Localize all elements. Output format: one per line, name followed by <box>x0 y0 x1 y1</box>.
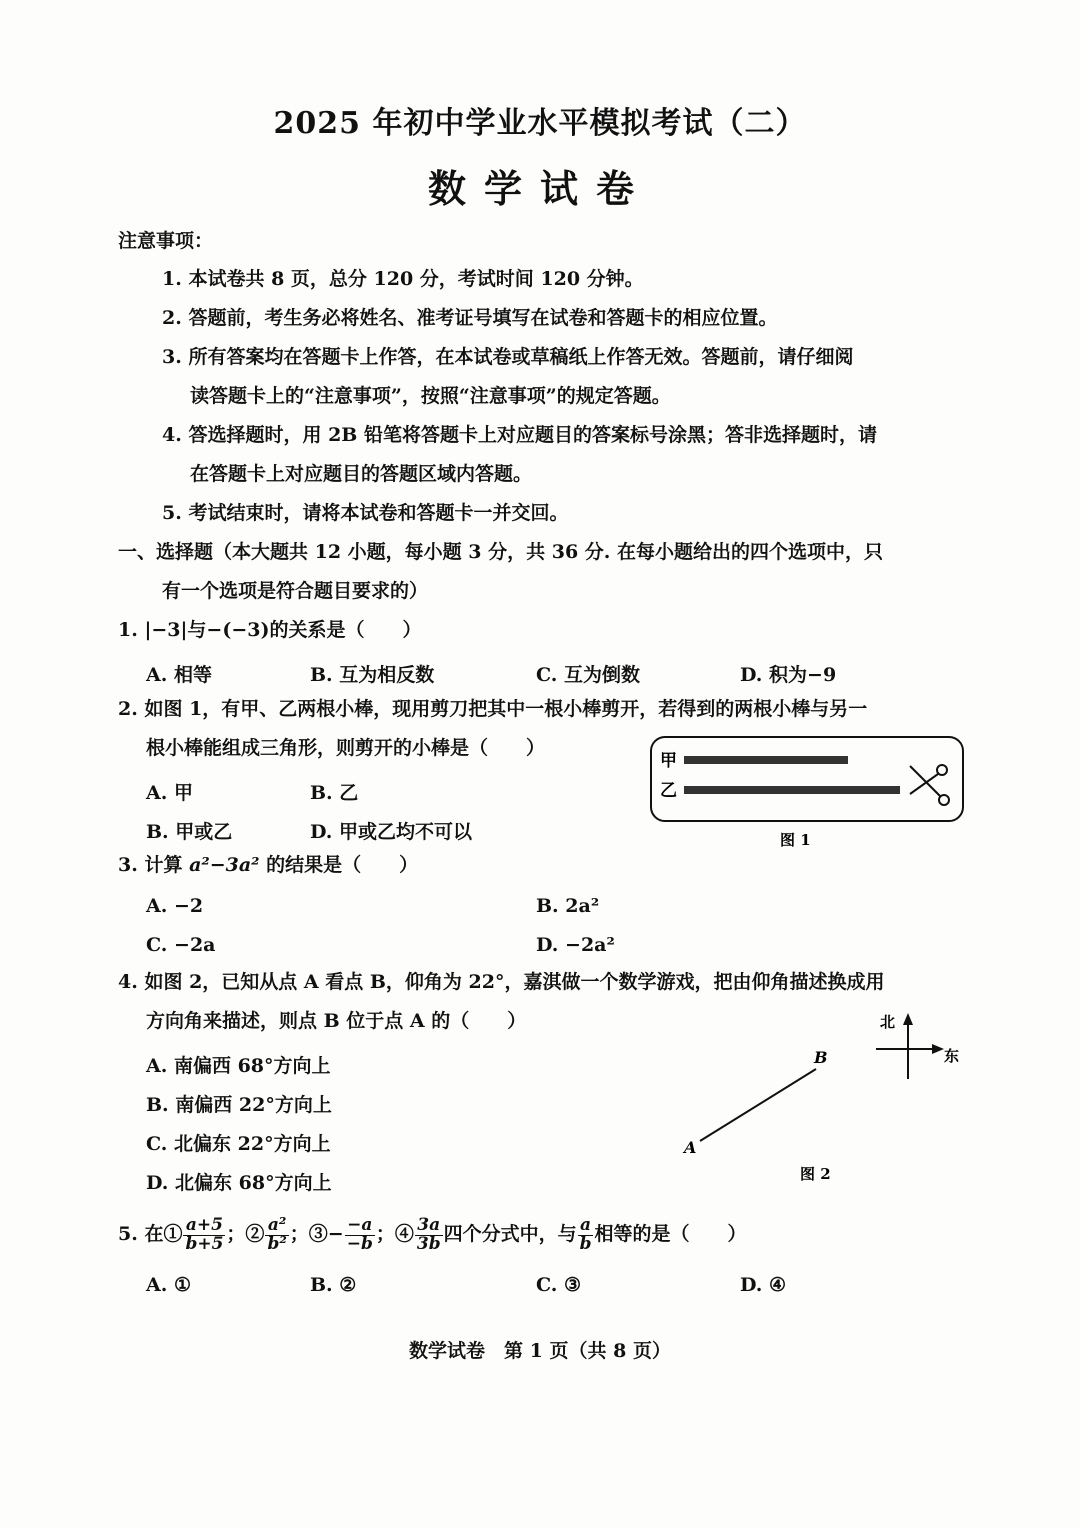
figure-2 <box>670 1005 970 1190</box>
page-footer: 数学试卷 第 1 页（共 8 页） <box>409 1340 671 1362</box>
section-heading-cont: 有一个选项是符合题目要求的） <box>162 580 429 602</box>
stick-yi <box>684 786 900 794</box>
q3-option-d: D. −2a² <box>536 934 615 956</box>
notice-item: 1. 本试卷共 8 页，总分 120 分，考试时间 120 分钟。 <box>162 268 644 290</box>
q4-option-b: B. 南偏西 22°方向上 <box>146 1094 332 1116</box>
north-label: 北 <box>880 1013 896 1031</box>
question-4-stem-cont: 方向角来描述，则点 B 位于点 A 的（ ） <box>146 1010 527 1032</box>
notice-item: 5. 考试结束时，请将本试卷和答题卡一并交回。 <box>162 502 569 524</box>
notice-heading: 注意事项： <box>118 230 214 252</box>
q2-option-b: B. 乙 <box>310 782 359 804</box>
question-4-stem: 4. 如图 2，已知从点 A 看点 B，仰角为 22°，嘉淇做一个数学游戏，把由仰角描述换成用 <box>118 971 885 993</box>
notice-item: 3. 所有答案均在答题卡上作答，在本试卷或草稿纸上作答无效。答题前，请仔细阅 <box>162 346 854 368</box>
notice-item: 2. 答题前，考生务必将姓名、准考证号填写在试卷和答题卡的相应位置。 <box>162 307 778 329</box>
q1-option-a: A. 相等 <box>146 664 212 686</box>
notice-item: 在答题卡上对应题目的答题区域内答题。 <box>190 463 533 485</box>
q4-option-a: A. 南偏西 68°方向上 <box>146 1055 331 1077</box>
stick-jia <box>684 756 848 764</box>
question-3-stem: 3. 计算 a²−3a² 的结果是（ ） <box>118 854 419 876</box>
section-heading: 一、选择题（本大题共 12 小题，每小题 3 分，共 36 分. 在每小题给出的四个选项中，只 <box>118 541 884 563</box>
fraction-1: $\frac{a+5}{b+5}$ <box>185 1214 224 1254</box>
q2-option-d: D. 甲或乙均不可以 <box>310 821 473 843</box>
figure-1 <box>648 734 968 854</box>
notice-item: 4. 答选择题时，用 2B 铅笔将答题卡上对应题目的答案标号涂黑；答非选择题时，请 <box>162 424 877 446</box>
figure-1-caption: 图 1 <box>780 831 811 849</box>
q5-option-a: A. ① <box>146 1274 192 1296</box>
q2-option-c: B. 甲或乙 <box>146 821 233 843</box>
fraction-5: $\frac{a}{b}$ <box>579 1214 592 1254</box>
q4-option-d: D. 北偏东 68°方向上 <box>146 1172 332 1194</box>
question-1-stem: 1. |−3|与−(−3)的关系是（ ） <box>118 619 422 641</box>
q4-option-c: C. 北偏东 22°方向上 <box>146 1133 331 1155</box>
stick-jia-label: 甲 <box>660 751 677 771</box>
exam-subtitle: 数学试卷 <box>427 166 652 211</box>
q1-option-c: C. 互为倒数 <box>536 664 641 686</box>
exam-title: 2025 年初中学业水平模拟考试（二） <box>273 106 807 141</box>
figure-2-caption: 图 2 <box>800 1165 831 1183</box>
east-label: 东 <box>944 1047 960 1065</box>
fraction-4: $\frac{3a}{3b}$ <box>416 1214 441 1254</box>
q5-option-d: D. ④ <box>740 1274 787 1296</box>
scissors-icon <box>910 765 949 805</box>
q3-option-c: C. −2a <box>146 934 216 956</box>
q1-option-b: B. 互为相反数 <box>310 664 435 686</box>
stick-yi-label: 乙 <box>660 781 677 801</box>
notice-item: 读答题卡上的“注意事项”，按照“注意事项”的规定答题。 <box>190 385 671 407</box>
point-a-label: A <box>684 1138 697 1157</box>
fraction-2: $\frac{\text{a²}}{\text{b²}}$ <box>267 1214 287 1254</box>
fraction-3: $\frac{-a}{-b}$ <box>346 1214 373 1254</box>
q3-option-a: A. −2 <box>146 895 204 917</box>
question-5-stem: 5. 在① $\frac{a+5}{b+5}$ ；② $\frac{\text{a²}}{\text{b²}}$ ；③− $\frac{-a}{-b}$ ；④ $\frac{3a}{3b}$ 四个分式中，与 $\frac{a}{b}$ 相等的是（ ） <box>118 1214 747 1254</box>
point-b-label: B <box>814 1048 828 1067</box>
q5-option-c: C. ③ <box>536 1274 582 1296</box>
q3-option-b: B. 2a² <box>536 895 600 917</box>
q5-option-b: B. ② <box>310 1274 357 1296</box>
question-2-stem-cont: 根小棒能组成三角形，则剪开的小棒是（ ） <box>146 737 546 759</box>
q1-option-d: D. 积为−9 <box>740 664 837 686</box>
sightline-ab <box>700 1069 816 1141</box>
question-2-stem: 2. 如图 1，有甲、乙两根小棒，现用剪刀把其中一根小棒剪开，若得到的两根小棒与另一 <box>118 698 868 720</box>
q2-option-a: A. 甲 <box>146 782 193 804</box>
